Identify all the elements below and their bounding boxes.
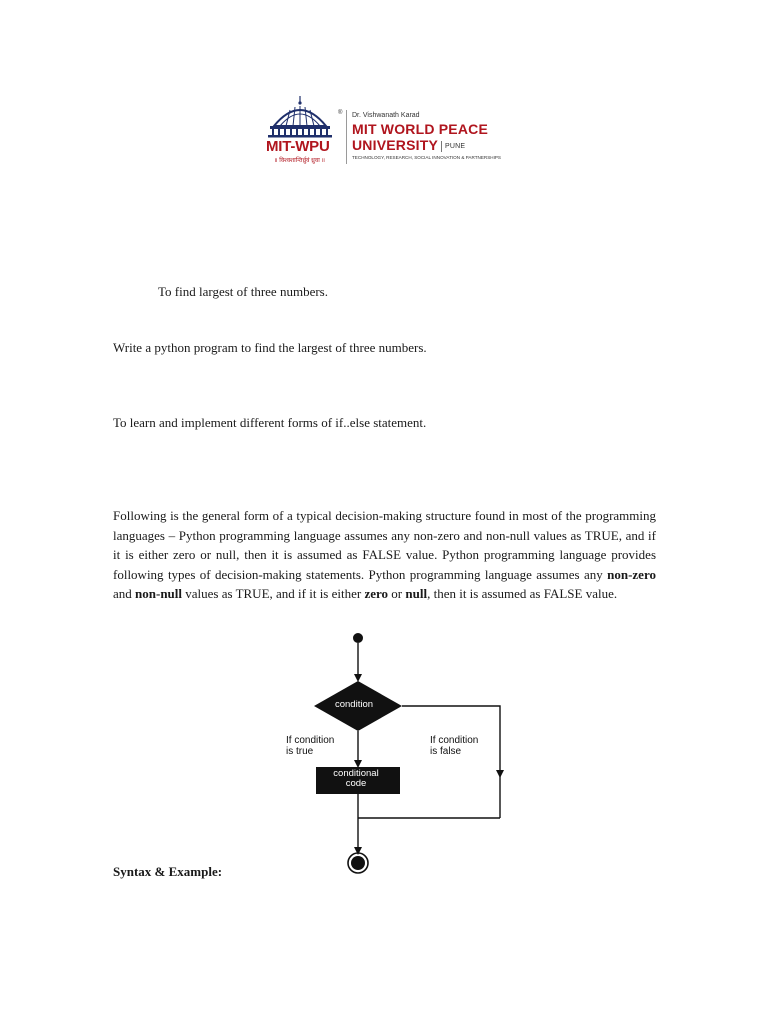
logo-university-line2: [352, 137, 512, 153]
logo-motto: ॥ विश्वशान्तिर्ध्रुवं ध्रुवा ॥: [274, 158, 326, 164]
theory-bold-zero: zero: [364, 586, 389, 601]
theory-text-4: or: [388, 586, 406, 601]
theory-text-3: values as TRUE, and if it is either: [182, 586, 365, 601]
logo-city: PUNE: [445, 142, 466, 150]
end-node: [351, 856, 365, 870]
flowchart-true-label: If condition is true: [286, 735, 335, 757]
theory-text-1: Following is the general form of a typical decision-making structure found in most of the programming languages – Python programming language assumes any non-zero and non-null values as TRUE, and if it is either zero or null, then it is assumed as FALSE value. Python programming language provides following types of decision-making statements. Python programming language assumes any: [113, 508, 656, 582]
logo-wordmark: [352, 112, 512, 160]
objective-text: To learn and implement different forms of if..else statement.: [113, 415, 427, 430]
logo-divider: [346, 110, 347, 164]
aim-text: To find largest of three numbers.: [158, 284, 328, 299]
mitwpu-emblem: [264, 96, 342, 170]
dome-icon: [264, 96, 342, 140]
logo-university-line1: MIT WORLD PEACE: [352, 121, 488, 137]
if-flowchart: [276, 626, 506, 878]
theory-bold-null: null: [405, 586, 428, 601]
university-logo: [264, 96, 504, 170]
logo-short-name: MIT-WPU: [266, 138, 330, 155]
theory-bold-non-zero: non-zero: [607, 566, 656, 582]
theory-paragraph: [113, 506, 656, 604]
logo-tagline: TECHNOLOGY, RESEARCH, SOCIAL INNOVATION & PARTNERSHIPS: [352, 155, 501, 160]
problem-statement-text: Write a python program to find the largest of three numbers.: [113, 340, 427, 355]
flowchart-code-label: conditional code: [333, 768, 379, 789]
start-node: [353, 633, 363, 643]
registered-mark: ®: [338, 110, 343, 116]
logo-founder: Dr. Vishwanath Karad: [352, 112, 420, 119]
logo-city-divider: [441, 141, 442, 152]
theory-text-5: , then it is assumed as FALSE value.: [427, 586, 618, 601]
theory-bold-non-null: non-null: [135, 586, 183, 601]
theory-text-2: and: [113, 586, 136, 601]
logo-university-line2-text: UNIVERSITY: [352, 137, 439, 153]
flowchart-false-label: If condition is false: [430, 735, 479, 757]
syntax-heading: Syntax & Example:: [113, 864, 223, 879]
flowchart-condition-label: condition: [334, 699, 374, 710]
